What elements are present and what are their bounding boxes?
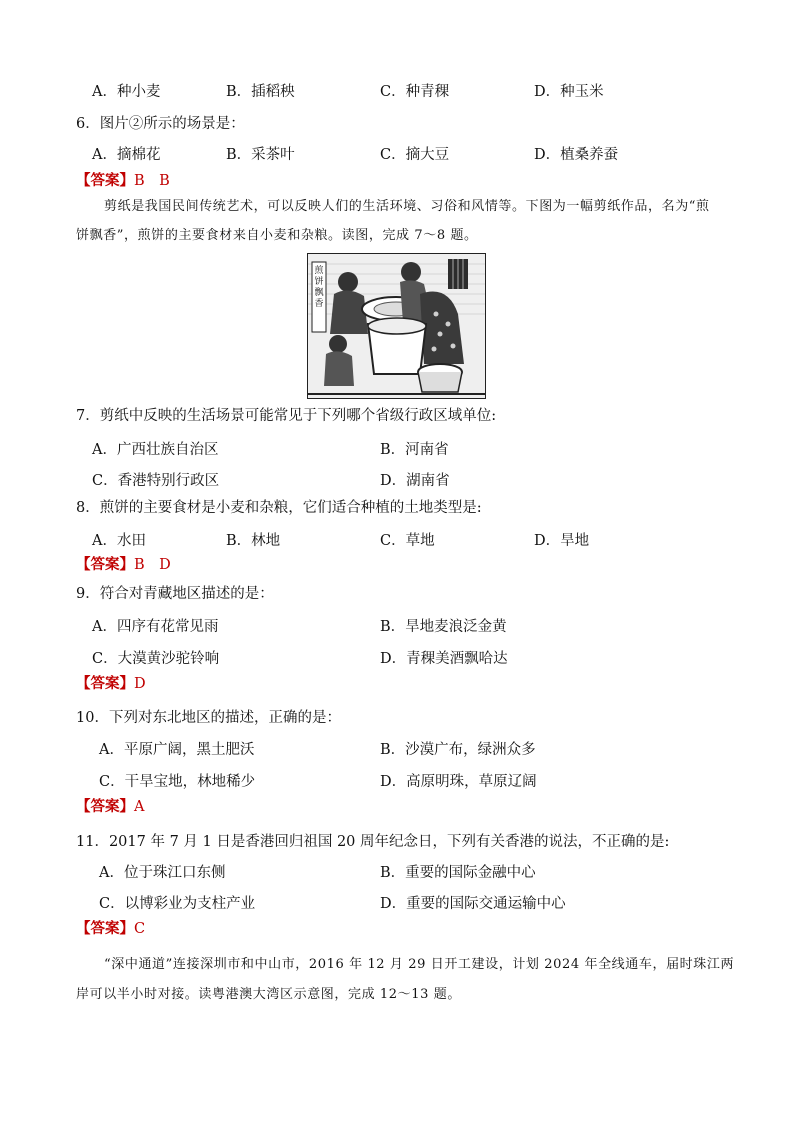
q6-stem: 6．图片②所示的场景是： — [76, 116, 245, 132]
q11-option-a: A．位于珠江口东侧 — [99, 865, 226, 881]
q9-option-c: C．大漠黄沙驼铃响 — [92, 651, 220, 667]
q7-option-a: A．广西壮族自治区 — [92, 442, 219, 458]
passage2-line2: 岸可以半小时对接。读粤港澳大湾区示意图，完成 12～13 题。 — [76, 987, 461, 1002]
q10-option-a: A．平原广阔，黑土肥沃 — [99, 742, 255, 758]
q8-option-c: C．草地 — [380, 533, 435, 549]
q7-option-b: B．河南省 — [380, 442, 449, 458]
passage1-line2: 饼飘香”，煎饼的主要食材来自小麦和杂粮。读图，完成 7～8 题。 — [76, 228, 478, 243]
answer-9 — [76, 674, 146, 694]
answer-label: 【答案】 — [76, 675, 134, 692]
answer-value: B B — [134, 173, 170, 189]
q7-option-d: D．湖南省 — [380, 473, 450, 489]
answer-label: 【答案】 — [76, 920, 134, 937]
q8-option-b: B．林地 — [226, 533, 281, 549]
q5-option-a: A．种小麦 — [92, 84, 161, 100]
q7-option-c: C．香港特别行政区 — [92, 473, 220, 489]
answer-11 — [76, 919, 145, 939]
q6-option-a: A．摘棉花 — [92, 147, 161, 163]
q5-option-b: B．插稻秧 — [226, 84, 295, 100]
q10-option-b: B．沙漠广布，绿洲众多 — [380, 742, 536, 758]
passage1-line1: 剪纸是我国民间传统艺术，可以反映人们的生活环境、习俗和风情等。下图为一幅剪纸作品，名为“煎 — [104, 199, 710, 214]
q6-option-b: B．采茶叶 — [226, 147, 295, 163]
q8-stem: 8．煎饼的主要食材是小麦和杂粮，它们适合种植的土地类型是: — [76, 500, 482, 516]
q9-stem: 9．符合对青藏地区描述的是： — [76, 586, 274, 602]
q6-option-d: D．植桑养蚕 — [534, 147, 619, 163]
answer-label: 【答案】 — [76, 172, 134, 189]
q8-option-a: A．水田 — [92, 533, 146, 549]
answer-value: A — [134, 799, 145, 815]
passage2-line1: “深中通道”连接深圳市和中山市，2016 年 12 月 29 日开工建设，计划 2024 年全线通车，届时珠江两 — [104, 957, 735, 972]
answer-label: 【答案】 — [76, 556, 134, 573]
answer-value: B D — [134, 557, 171, 573]
answer-5-6 — [76, 171, 170, 191]
answer-label: 【答案】 — [76, 798, 134, 815]
q10-stem: 10．下列对东北地区的描述，正确的是： — [76, 710, 341, 726]
q8-option-d: D．旱地 — [534, 533, 590, 549]
q5-option-c: C．种青稞 — [380, 84, 450, 100]
q11-option-d: D．重要的国际交通运输中心 — [380, 896, 566, 912]
answer-10 — [76, 797, 144, 817]
q11-option-b: B．重要的国际金融中心 — [380, 865, 536, 881]
answer-value: D — [134, 676, 146, 692]
answer-value: C — [134, 921, 146, 937]
q9-option-a: A．四序有花常见雨 — [92, 619, 219, 635]
q9-option-d: D．青稞美酒飘哈达 — [380, 651, 508, 667]
q5-option-d: D．种玉米 — [534, 84, 604, 100]
q10-option-d: D．高原明珠，草原辽阔 — [380, 774, 537, 790]
q10-option-c: C．干旱宝地，林地稀少 — [99, 774, 256, 790]
answer-7-8 — [76, 555, 171, 575]
q9-option-b: B．旱地麦浪泛金黄 — [380, 619, 507, 635]
papercut-title: 煎饼飘香 — [314, 266, 324, 309]
q6-option-c: C．摘大豆 — [380, 147, 450, 163]
papercut-image — [307, 253, 486, 399]
q7-stem: 7．剪纸中反映的生活场景可能常见于下列哪个省级行政区域单位: — [76, 408, 497, 424]
papercut-illustration — [308, 254, 485, 398]
q11-option-c: C．以博彩业为支柱产业 — [99, 896, 256, 912]
q11-stem: 11．2017 年 7 月 1 日是香港回归祖国 20 周年纪念日，下列有关香港的说法，不正确的是: — [76, 834, 670, 850]
